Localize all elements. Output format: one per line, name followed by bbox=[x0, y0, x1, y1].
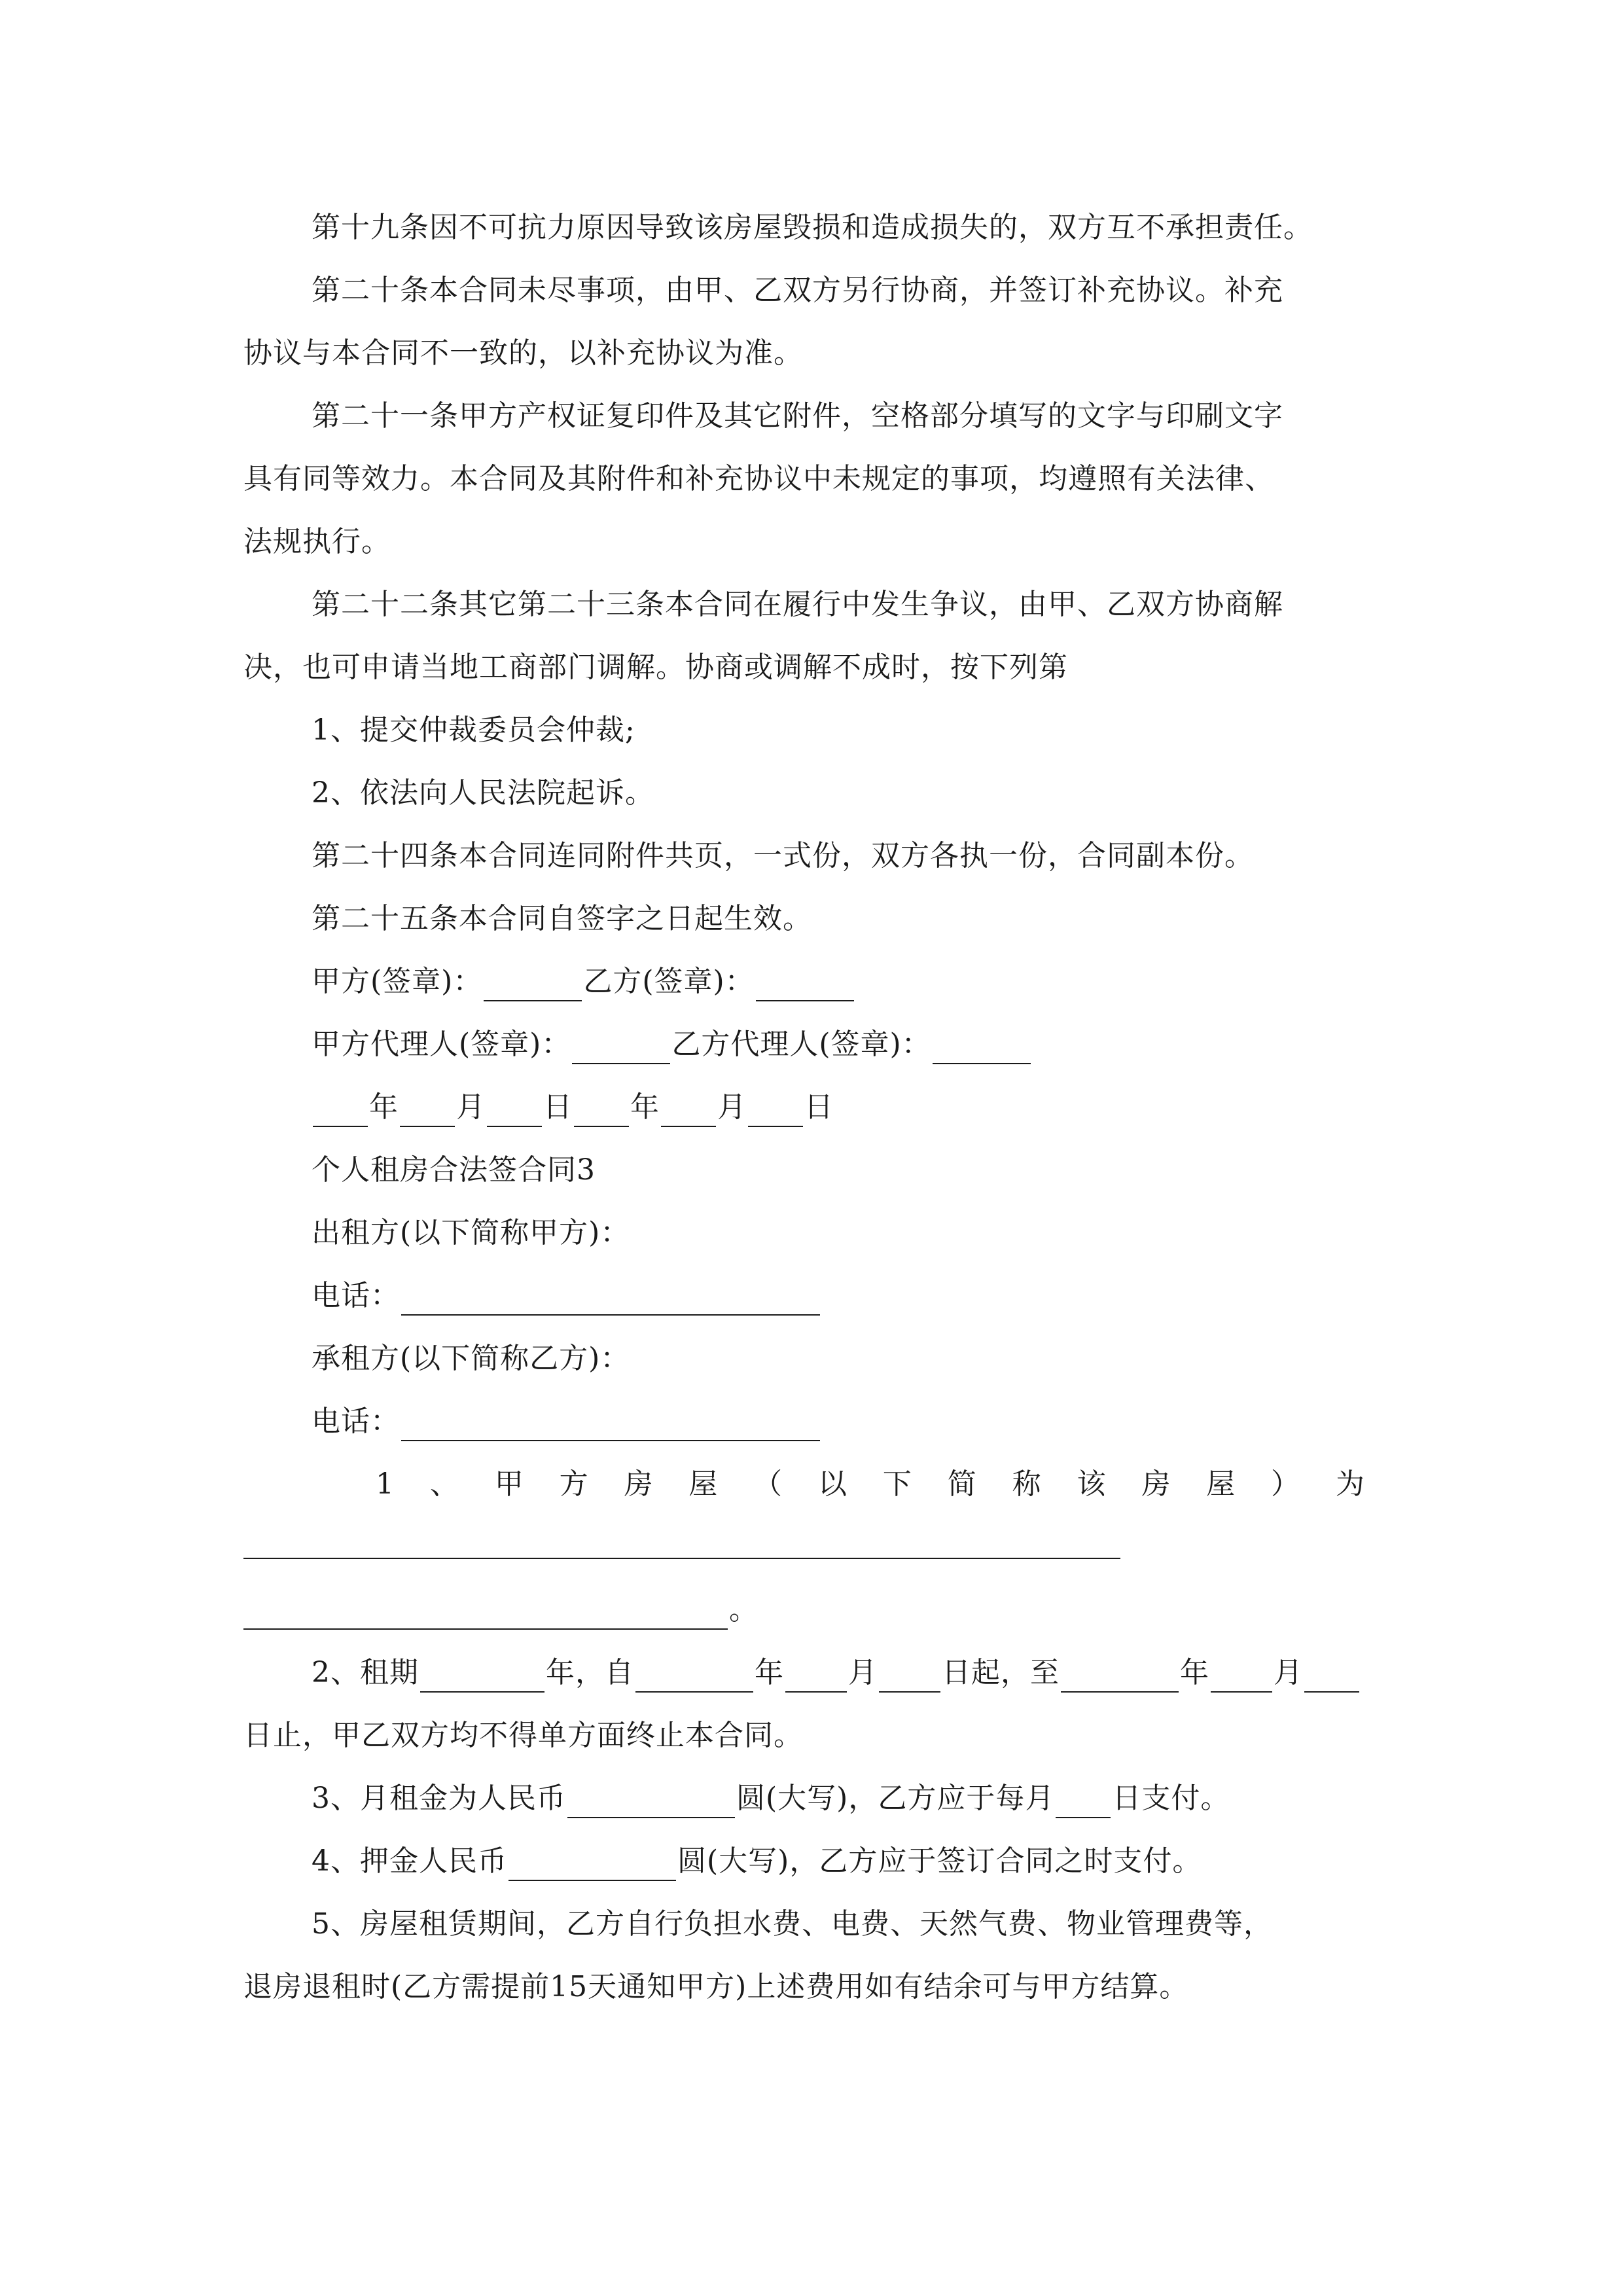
end-year-label: 年 bbox=[1180, 1656, 1209, 1689]
item-5-line-1: 5、房屋租赁期间，乙方自行负担水费、电费、天然气费、物业管理费等， bbox=[312, 1907, 1273, 1941]
date-b-year-label: 年 bbox=[630, 1090, 660, 1124]
lessee-phone-field[interactable] bbox=[401, 1410, 820, 1441]
lessee-phone-label: 电话： bbox=[312, 1405, 400, 1438]
lessee-phone-row bbox=[312, 1402, 1450, 1441]
date-b-year-field[interactable] bbox=[574, 1096, 629, 1127]
lessee-label: 承租方(以下简称乙方)： bbox=[312, 1342, 630, 1375]
lessor-phone-field[interactable] bbox=[401, 1284, 820, 1316]
deposit-field[interactable] bbox=[508, 1850, 676, 1881]
clause-21-line-3: 法规执行。 bbox=[243, 525, 391, 558]
item-1-char: 屋 bbox=[688, 1467, 719, 1501]
item-4-row bbox=[312, 1842, 1450, 1881]
lease-term-from-label: 年，自 bbox=[546, 1656, 634, 1689]
date-b-month-label: 月 bbox=[717, 1090, 747, 1124]
period-mark: 。 bbox=[729, 1593, 758, 1626]
item-2-line-2: 日止，甲乙双方均不得单方面终止本合同。 bbox=[243, 1719, 803, 1752]
date-a-month-label: 月 bbox=[456, 1090, 486, 1124]
lease-term-years-field[interactable] bbox=[420, 1661, 544, 1693]
agent-b-signature-field[interactable] bbox=[933, 1033, 1031, 1064]
item-1-char: 简 bbox=[947, 1467, 977, 1501]
date-a-month-field[interactable] bbox=[400, 1096, 455, 1127]
house-address-field-line-2[interactable] bbox=[243, 1598, 728, 1630]
dispute-option-2: 2、依法向人民法院起诉。 bbox=[312, 776, 654, 810]
start-day-until-label: 日起，至 bbox=[942, 1656, 1060, 1689]
lessor-phone-label: 电话： bbox=[312, 1279, 400, 1312]
party-a-signature-field[interactable] bbox=[484, 970, 582, 1001]
start-month-field[interactable] bbox=[785, 1661, 847, 1693]
agent-a-signature-label: 甲方代理人(签章)： bbox=[312, 1028, 571, 1061]
monthly-rent-field[interactable] bbox=[567, 1787, 735, 1818]
end-day-field[interactable] bbox=[1304, 1661, 1359, 1693]
party-b-signature-label: 乙方(签章)： bbox=[583, 965, 755, 998]
date-a-year-field[interactable] bbox=[313, 1096, 368, 1127]
agent-b-signature-label: 乙方代理人(签章)： bbox=[671, 1028, 931, 1061]
end-month-label: 月 bbox=[1274, 1656, 1303, 1689]
contract-3-title: 个人租房合法签合同3 bbox=[312, 1153, 596, 1187]
start-month-label: 月 bbox=[848, 1656, 878, 1689]
end-year-field[interactable] bbox=[1061, 1661, 1179, 1693]
item-1-char: 房 bbox=[624, 1467, 654, 1501]
clause-22-line-2: 决，也可申请当地工商部门调解。协商或调解不成时，按下列第 bbox=[243, 651, 1068, 684]
start-day-field[interactable] bbox=[879, 1661, 940, 1693]
item-1-char: 下 bbox=[882, 1467, 912, 1501]
date-a-year-label: 年 bbox=[369, 1090, 399, 1124]
clause-21-line-2: 具有同等效力。本合同及其附件和补充协议中未规定的事项，均遵照有关法律、 bbox=[243, 462, 1274, 495]
monthly-rent-unit-label: 圆(大写)，乙方应于每月 bbox=[736, 1782, 1055, 1815]
signature-row bbox=[312, 962, 1450, 1001]
start-year-field[interactable] bbox=[635, 1661, 753, 1693]
deposit-unit-label: 圆(大写)，乙方应于签订合同之时支付。 bbox=[677, 1844, 1202, 1878]
party-b-signature-field[interactable] bbox=[756, 970, 854, 1001]
agent-signature-row bbox=[312, 1025, 1450, 1064]
item-1-char: 该 bbox=[1077, 1467, 1107, 1501]
house-address-line-2 bbox=[243, 1590, 1382, 1630]
item-1-char: 方 bbox=[559, 1467, 589, 1501]
item-1-char: 房 bbox=[1141, 1467, 1171, 1501]
agent-a-signature-field[interactable] bbox=[572, 1033, 670, 1064]
clause-20-line-1: 第二十条本合同未尽事项，由甲、乙双方另行协商，并签订补充协议。补充 bbox=[312, 274, 1283, 307]
date-a-day-field[interactable] bbox=[487, 1096, 542, 1127]
payment-day-label: 日支付。 bbox=[1112, 1782, 1230, 1815]
item-1-char: 以 bbox=[818, 1467, 848, 1501]
item-3-row bbox=[312, 1779, 1450, 1818]
item-1-char: （ bbox=[753, 1467, 783, 1501]
item-1-char: 称 bbox=[1012, 1467, 1042, 1501]
monthly-rent-label: 3、月租金为人民币 bbox=[312, 1782, 566, 1815]
item-1-char: 1 bbox=[376, 1467, 395, 1501]
date-b-day-label: 日 bbox=[804, 1090, 834, 1124]
date-b-month-field[interactable] bbox=[661, 1096, 716, 1127]
item-2-line-1 bbox=[312, 1653, 1450, 1693]
end-month-field[interactable] bbox=[1211, 1661, 1272, 1693]
item-1-char: 甲 bbox=[494, 1467, 524, 1501]
signature-date-row bbox=[312, 1088, 1450, 1127]
clause-19: 第十九条因不可抗力原因导致该房屋毁损和造成损失的，双方互不承担责任。 bbox=[312, 211, 1313, 244]
date-a-day-label: 日 bbox=[543, 1090, 573, 1124]
clause-24: 第二十四条本合同连同附件共页，一式份，双方各执一份，合同副本份。 bbox=[312, 839, 1254, 872]
date-b-day-field[interactable] bbox=[748, 1096, 803, 1127]
lease-term-label: 2、租期 bbox=[312, 1656, 419, 1689]
clause-22-line-1: 第二十二条其它第二十三条本合同在履行中发生争议，由甲、乙双方协商解 bbox=[312, 588, 1283, 621]
dispute-option-1: 1、提交仲裁委员会仲裁; bbox=[312, 713, 635, 747]
item-1-row bbox=[376, 1465, 1514, 1504]
deposit-label: 4、押金人民币 bbox=[312, 1844, 507, 1878]
payment-day-field[interactable] bbox=[1056, 1787, 1111, 1818]
lessor-phone-row bbox=[312, 1276, 1450, 1316]
item-5-line-2: 退房退租时(乙方需提前15天通知甲方)上述费用如有结余可与甲方结算。 bbox=[243, 1970, 1189, 2003]
lessor-label: 出租方(以下简称甲方)： bbox=[312, 1216, 630, 1249]
item-1-char: 屋 bbox=[1206, 1467, 1236, 1501]
clause-20-line-2: 协议与本合同不一致的，以补充协议为准。 bbox=[243, 336, 803, 370]
item-1-char: 、 bbox=[429, 1467, 459, 1501]
clause-21-line-1: 第二十一条甲方产权证复印件及其它附件，空格部分填写的文字与印刷文字 bbox=[312, 399, 1283, 433]
item-1-char: 为 bbox=[1335, 1467, 1365, 1501]
clause-25: 第二十五条本合同自签字之日起生效。 bbox=[312, 902, 812, 935]
start-year-label: 年 bbox=[755, 1656, 784, 1689]
item-1-char: ） bbox=[1271, 1467, 1301, 1501]
party-a-signature-label: 甲方(签章)： bbox=[312, 965, 483, 998]
house-address-field-line-1[interactable] bbox=[243, 1558, 1120, 1559]
